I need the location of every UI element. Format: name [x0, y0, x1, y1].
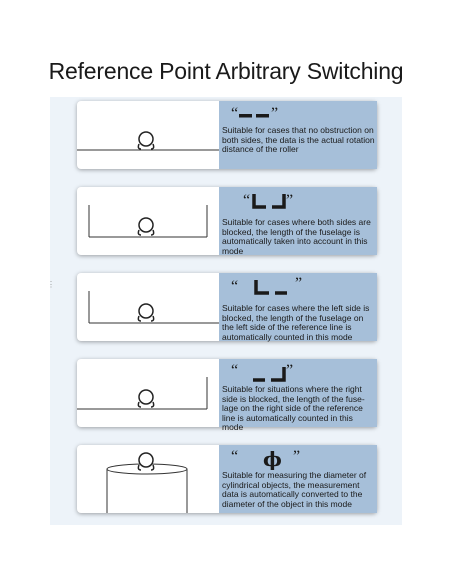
mode-card-roller — [77, 101, 377, 169]
svg-text:”: ” — [293, 448, 301, 465]
svg-text:”: ” — [286, 192, 294, 209]
mode-description: Suitable for measuring the diameter of cylindrical objects, the measurement data is automatically converted to the diameter of the object in this mode — [222, 470, 367, 509]
svg-text:”: ” — [286, 362, 294, 379]
both-blocked-diagram — [77, 187, 227, 255]
svg-text:“: “ — [231, 448, 239, 465]
double-dash-icon — [223, 101, 373, 127]
mode-description: Suitable for situations where the right side is blocked, the length of the fuse-lage on the right side of the reference line is automatically counted in this mode — [222, 384, 365, 433]
cylinder-diagram — [77, 445, 227, 513]
svg-text:“: “ — [231, 105, 239, 122]
page-title: Reference Point Arbitrary Switching — [48, 58, 404, 84]
svg-text:“: “ — [243, 192, 251, 209]
mode-card-left-blocked — [77, 273, 377, 341]
mode-card-both-blocked — [77, 187, 377, 255]
left-blocked-diagram — [77, 273, 227, 341]
svg-text:”: ” — [295, 275, 303, 292]
svg-text:“: “ — [231, 362, 239, 379]
phi-icon — [223, 445, 373, 471]
svg-text:”: ” — [271, 105, 279, 122]
edge-mark: ⋮ — [47, 280, 55, 289]
svg-text:“: “ — [231, 278, 239, 295]
mode-description: Suitable for cases where the left side is blocked, the length of the fuselage on the left side of the reference line is automatically counted in this mode — [222, 303, 370, 342]
mode-card-diameter — [77, 445, 377, 513]
mode-description: Suitable for cases where both sides are blocked, the length of the fuselage is automatically taken into account in this mode — [222, 217, 371, 256]
svg-text:ϕ: ϕ — [263, 447, 282, 471]
mode-description: Suitable for cases that no obstruction on both sides, the data is the actual rotation distance of the roller — [222, 125, 375, 155]
right-blocked-diagram — [77, 359, 227, 427]
bracket-left-icon — [223, 273, 373, 299]
mode-card-right-blocked — [77, 359, 377, 433]
bracket-right-icon — [223, 359, 373, 385]
roller-diagram — [77, 101, 227, 169]
bracket-both-icon — [223, 187, 373, 213]
